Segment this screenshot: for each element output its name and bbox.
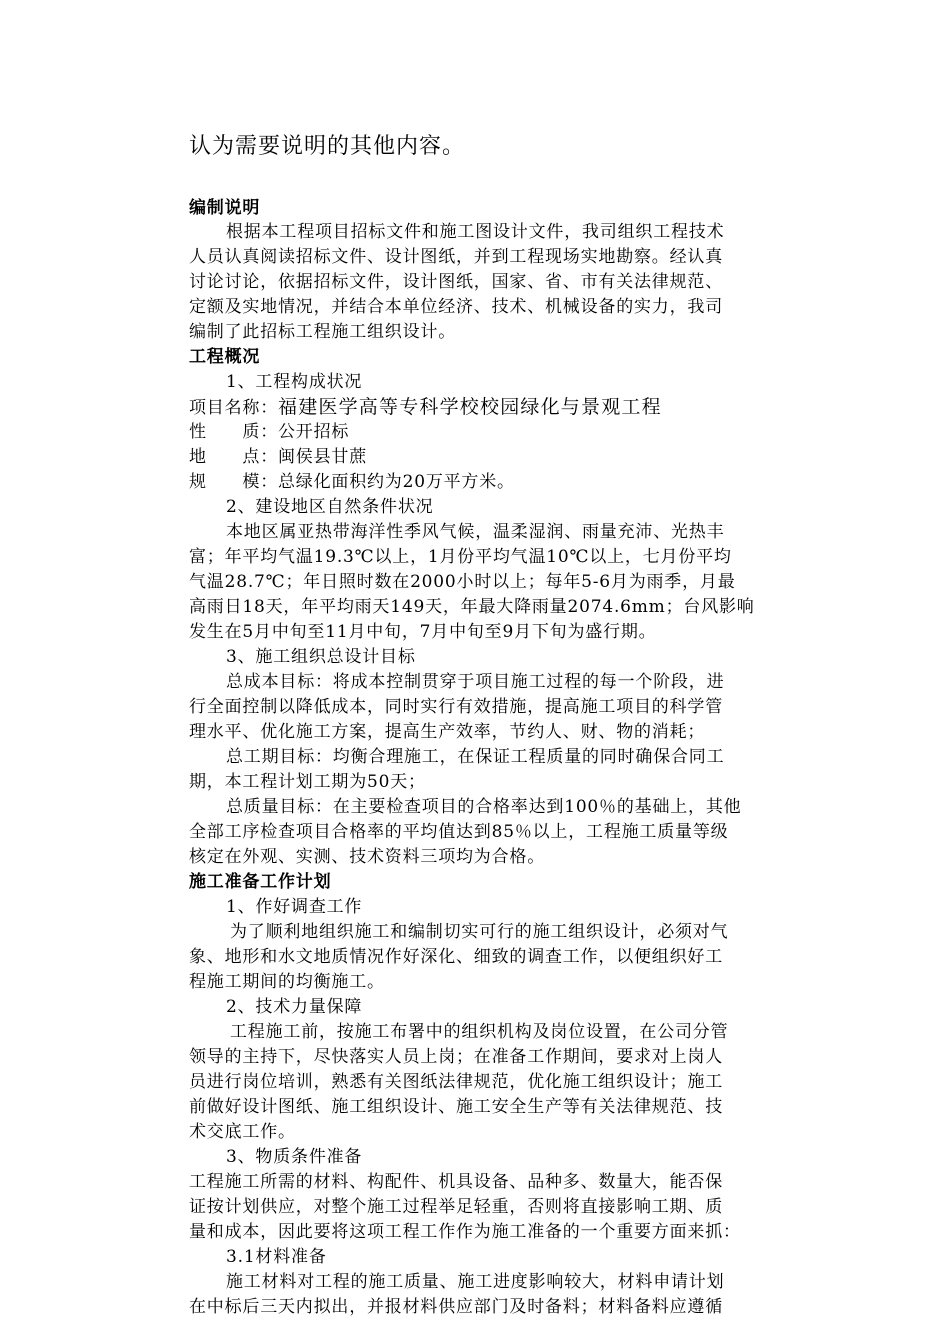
subheading-tech-support: 2、技术力量保障 xyxy=(226,997,363,1017)
heading-compile-notes: 编制说明 xyxy=(189,198,261,218)
paragraph-line: 领导的主持下，尽快落实人员上岗；在准备工作期间，要求对上岗人 xyxy=(189,1047,723,1067)
subheading-material-prep: 3.1材料准备 xyxy=(226,1247,327,1267)
paragraph-line: 总质量目标：在主要检查项目的合格率达到100％的基础上，其他 xyxy=(226,797,742,817)
paragraph-line: 为了顺利地组织施工和编制切实可行的施工组织设计，必须对气 xyxy=(230,922,729,942)
subheading-natural-conditions: 2、建设地区自然条件状况 xyxy=(226,497,434,517)
paragraph-line: 发生在5月中旬至11月中旬，7月中旬至9月下旬为盛行期。 xyxy=(189,622,657,642)
paragraph-line: 工程施工前，按施工布署中的组织机构及岗位设置，在公司分管 xyxy=(230,1022,729,1042)
project-name-value: 福建医学高等专科学校校园绿化与景观工程 xyxy=(278,396,662,418)
subheading-composition: 1、工程构成状况 xyxy=(226,372,363,392)
paragraph-line: 程施工期间的均衡施工。 xyxy=(189,972,385,992)
subheading-materials: 3、物质条件准备 xyxy=(226,1147,363,1167)
paragraph-line: 施工材料对工程的施工质量、施工进度影响较大，材料申请计划 xyxy=(226,1272,725,1292)
project-name-line xyxy=(189,397,662,418)
paragraph-line: 高雨日18天，年平均雨天149天，年最大降雨量2074.6mm；台风影响 xyxy=(189,597,755,617)
paragraph-line: 理水平、优化施工方案，提高生产效率，节约人、财、物的消耗； xyxy=(189,722,706,742)
paragraph-line: 期，本工程计划工期为50天； xyxy=(189,772,426,792)
subheading-survey: 1、作好调查工作 xyxy=(226,897,363,917)
paragraph-line: 核定在外观、实测、技术资料三项均为合格。 xyxy=(189,847,545,867)
paragraph-line: 全部工序检查项目合格率的平均值达到85％以上，工程施工质量等级 xyxy=(189,822,729,842)
paragraph-line: 在中标后三天内拟出，并报材料供应部门及时备料；材料备料应遵循 xyxy=(189,1297,723,1317)
paragraph-line: 富；年平均气温19.3℃以上，1月份平均气温10℃以上，七月份平均 xyxy=(189,547,732,567)
paragraph-line: 本地区属亚热带海洋性季风气候，温柔湿润、雨量充沛、光热丰 xyxy=(226,522,725,542)
paragraph-line: 编制了此招标工程施工组织设计。 xyxy=(189,322,456,342)
paragraph-line: 前做好设计图纸、施工组织设计、施工安全生产等有关法律规范、技 xyxy=(189,1097,723,1117)
lead-line: 认为需要说明的其他内容。 xyxy=(189,134,466,159)
nature-line: 性 质：公开招标 xyxy=(189,422,350,442)
project-name-label: 项目名称： xyxy=(189,398,278,418)
heading-prep-plan: 施工准备工作计划 xyxy=(189,872,332,892)
paragraph-line: 总工期目标：均衡合理施工，在保证工程质量的同时确保合同工 xyxy=(226,747,725,767)
paragraph-line: 讨论讨论，依据招标文件，设计图纸，国家、省、市有关法律规范、 xyxy=(189,272,723,292)
heading-project-overview: 工程概况 xyxy=(189,347,261,367)
paragraph-line: 象、地形和水文地质情况作好深化、细致的调查工作，以便组织好工 xyxy=(189,947,723,967)
paragraph-line: 证按计划供应，对整个施工过程举足轻重，否则将直接影响工期、质 xyxy=(189,1197,723,1217)
paragraph-line: 行全面控制以降低成本，同时实行有效措施，提高施工项目的科学管 xyxy=(189,697,723,717)
paragraph-line: 量和成本，因此要将这项工程工作作为施工准备的一个重要方面来抓： xyxy=(189,1222,741,1242)
scale-line: 规 模：总绿化面积约为20万平方米。 xyxy=(189,472,515,492)
paragraph-line: 总成本目标：将成本控制贯穿于项目施工过程的每一个阶段，进 xyxy=(226,672,725,692)
location-line: 地 点：闽侯县甘蔗 xyxy=(189,447,367,467)
paragraph-line: 定额及实地情况，并结合本单位经济、技术、机械设备的实力，我司 xyxy=(189,297,723,317)
paragraph-line: 术交底工作。 xyxy=(189,1122,296,1142)
subheading-design-goals: 3、施工组织总设计目标 xyxy=(226,647,416,667)
paragraph-line: 员进行岗位培训，熟悉有关图纸法律规范，优化施工组织设计；施工 xyxy=(189,1072,723,1092)
paragraph-line: 人员认真阅读招标文件、设计图纸，并到工程现场实地勘察。经认真 xyxy=(189,247,723,267)
paragraph-line: 根据本工程项目招标文件和施工图设计文件，我司组织工程技术 xyxy=(226,222,725,242)
paragraph-line: 气温28.7℃；年日照时数在2000小时以上；每年5-6月为雨季，月最 xyxy=(189,572,736,592)
paragraph-line: 工程施工所需的材料、构配件、机具设备、品种多、数量大，能否保 xyxy=(189,1172,723,1192)
